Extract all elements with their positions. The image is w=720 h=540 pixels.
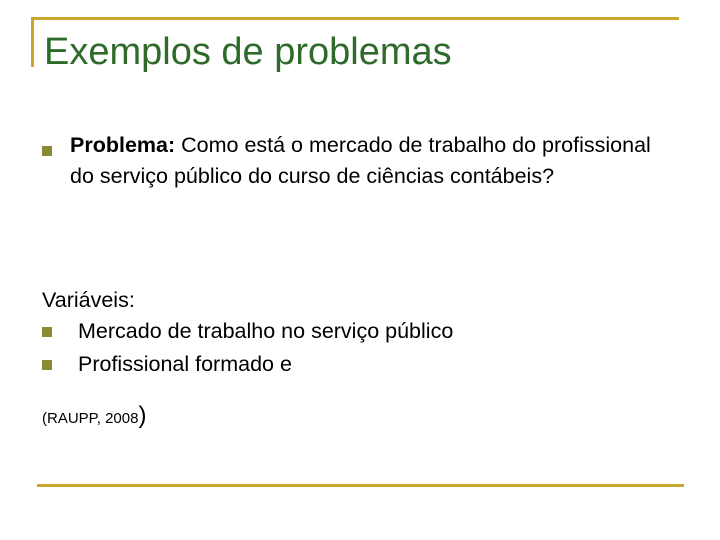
problem-text: Como está o mercado de trabalho do profissional do serviço público do curso de ciências contábeis?: [70, 133, 651, 188]
square-bullet-icon: [42, 360, 52, 370]
frame-left-rule: [31, 17, 34, 67]
square-bullet-icon: [42, 327, 52, 337]
problem-label: Problema:: [70, 133, 176, 157]
variable-item: Profissional formado e: [78, 352, 292, 376]
citation-text: (RAUPP, 2008: [42, 410, 139, 427]
variables-heading: Variáveis:: [42, 288, 135, 312]
frame-top-rule: [31, 17, 679, 20]
slide-title: Exemplos de problemas: [44, 31, 452, 73]
citation: [42, 402, 146, 430]
citation-close-paren: ): [138, 402, 147, 429]
frame-bottom-rule: [37, 484, 684, 487]
variable-item: Mercado de trabalho no serviço público: [78, 319, 454, 343]
problem-statement: [70, 130, 670, 192]
square-bullet-icon: [42, 146, 52, 156]
